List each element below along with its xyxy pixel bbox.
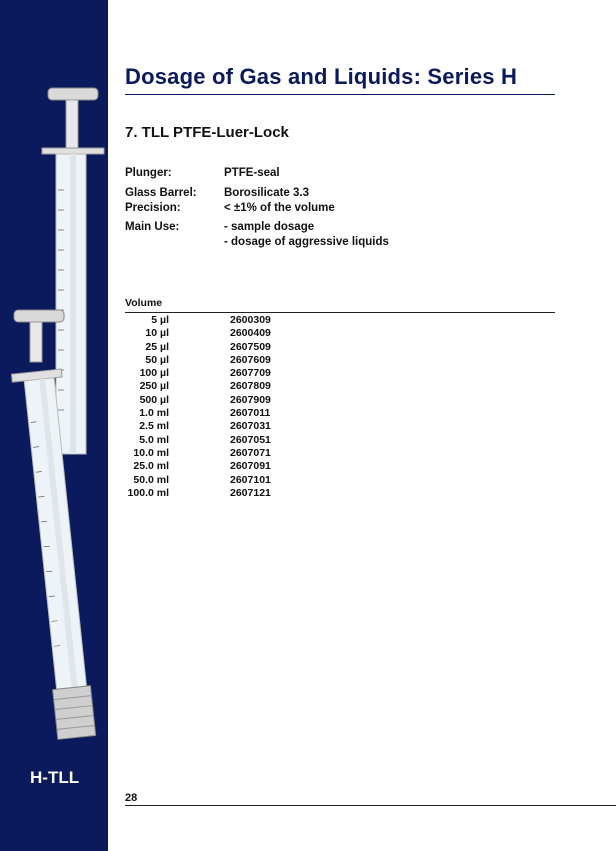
section-heading: 7. TLL PTFE-Luer-Lock bbox=[125, 124, 289, 141]
article-code-cell: 2607709 bbox=[230, 367, 271, 380]
spec-row-glass-barrel bbox=[125, 187, 309, 199]
article-code-cell: 2607509 bbox=[230, 340, 271, 353]
table-row bbox=[125, 447, 271, 460]
volume-cell: 50.0 ml bbox=[133, 473, 169, 486]
volume-cell: 250 µl bbox=[139, 380, 169, 393]
article-code-cell: 2607809 bbox=[230, 380, 271, 393]
spec-value: - sample dosage bbox=[224, 221, 315, 233]
table-row bbox=[125, 460, 271, 473]
table-row bbox=[125, 380, 271, 393]
spec-label: Plunger: bbox=[125, 167, 172, 179]
article-code-cell: 2600309 bbox=[230, 314, 271, 326]
article-code-cell: 2607121 bbox=[230, 486, 271, 499]
sidebar-band bbox=[0, 0, 108, 851]
volume-column-header: Volume bbox=[125, 297, 163, 309]
article-code-cell: 2607031 bbox=[230, 420, 271, 433]
table-row bbox=[125, 487, 271, 500]
table-row bbox=[125, 474, 271, 487]
volume-divider bbox=[125, 312, 555, 313]
spec-row-plunger bbox=[125, 167, 280, 179]
sidebar-product-code: H-TLL bbox=[30, 768, 80, 787]
footer-divider bbox=[125, 805, 616, 806]
page-number: 28 bbox=[125, 792, 138, 804]
table-row bbox=[125, 354, 271, 367]
syringe-illustration bbox=[0, 80, 130, 780]
article-code-cell: 2607071 bbox=[230, 446, 271, 459]
article-code-cell: 2607101 bbox=[230, 473, 271, 486]
page-title: Dosage of Gas and Liquids: Series H bbox=[125, 64, 518, 89]
volume-cell: 100 µl bbox=[139, 367, 169, 380]
volume-cell: 25.0 ml bbox=[133, 460, 169, 473]
volume-cell: 2.5 ml bbox=[139, 420, 169, 433]
table-row bbox=[125, 341, 271, 354]
article-code-cell: 2607011 bbox=[230, 407, 271, 420]
article-code-cell: 2607609 bbox=[230, 353, 271, 366]
volume-cell: 100.0 ml bbox=[127, 486, 169, 499]
spec-label: Glass Barrel: bbox=[125, 187, 197, 199]
table-row bbox=[125, 434, 271, 447]
title-divider bbox=[125, 94, 555, 95]
volume-cell: 25 µl bbox=[145, 340, 169, 353]
volume-cell: 50 µl bbox=[145, 353, 169, 366]
table-row bbox=[125, 367, 271, 380]
main-use-line-2: - dosage of aggressive liquids bbox=[224, 236, 389, 248]
volume-cell: 10.0 ml bbox=[133, 446, 169, 459]
spec-label: Precision: bbox=[125, 202, 181, 214]
spec-value: < ±1% of the volume bbox=[224, 202, 335, 214]
spec-value: Borosilicate 3.3 bbox=[224, 187, 310, 199]
article-code-cell: 2607909 bbox=[230, 393, 271, 406]
table-row bbox=[125, 314, 271, 327]
table-row bbox=[125, 420, 271, 433]
volume-cell: 500 µl bbox=[139, 393, 169, 406]
table-row bbox=[125, 394, 271, 407]
volume-cell: 5.0 ml bbox=[139, 433, 169, 446]
volume-cell: 10 µl bbox=[145, 327, 169, 340]
volume-cell: 1.0 ml bbox=[139, 407, 169, 420]
spec-value: PTFE-seal bbox=[224, 167, 280, 179]
volume-table bbox=[125, 314, 271, 500]
article-code-cell: 2607051 bbox=[230, 433, 271, 446]
volume-cell: 5 µl bbox=[151, 314, 169, 326]
table-row bbox=[125, 407, 271, 420]
spec-row-precision bbox=[125, 202, 335, 214]
spec-label: Main Use: bbox=[125, 221, 180, 233]
spec-row-main-use bbox=[125, 221, 314, 233]
article-code-cell: 2600409 bbox=[230, 327, 271, 340]
article-code-cell: 2607091 bbox=[230, 460, 271, 473]
table-row bbox=[125, 327, 271, 340]
